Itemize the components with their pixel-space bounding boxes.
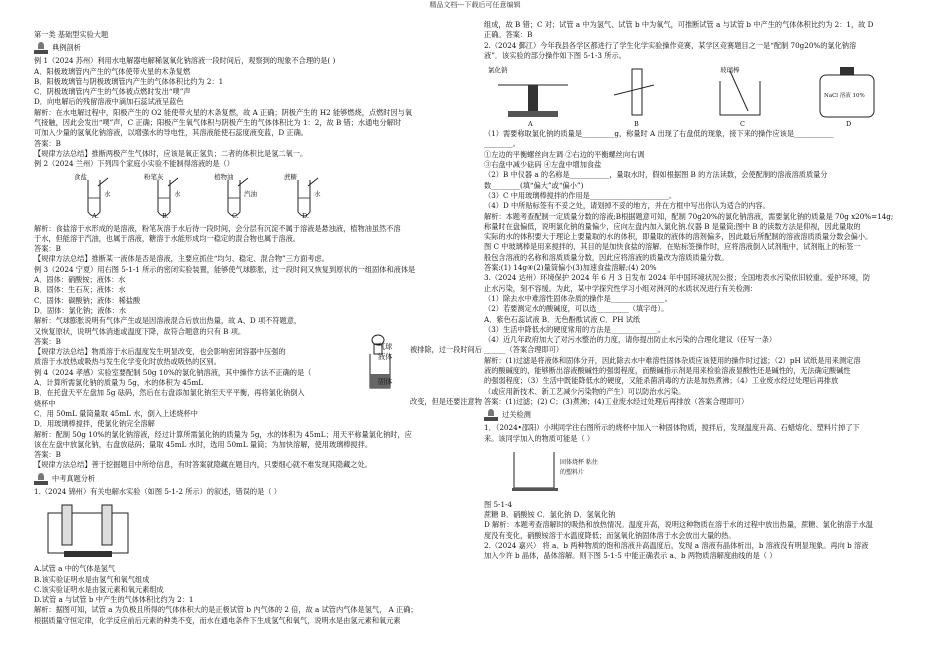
text-line: 正确。答案：B [484,30,533,40]
text-line: 图 C 中玻璃棒是用来搅拌的，其目的是加快食盐的溶解．在贴标签操作时，应将溶液倒入试剂瓶中，试剂瓶上的标签一 [484,242,861,252]
text-line: 度没有变化，硝酸铵溶于水温度降低；而氢氧化钠固体溶于水会放出大量的热。 [484,530,736,540]
option-caption: B. [162,212,169,221]
text-line: C.该实验证明水是由氢元素和氧元素组成 [34,584,164,594]
figure-label: 固体烧杯 粘住的塑料片 [560,458,598,477]
text-line: （2）B 中仪器 a 的名称是___________，量取水时，假如根据图 B 的方法读数，会使配制的溶液溶质质量分 [484,170,828,180]
text-line: 解析：(1)过滤是将液体和固体分开，因此除去水中难溶性固体杂质应该使用的操作时过滤；（2）pH 试纸是用来测定溶 [484,355,861,365]
text-line: D.试管 a 与试管 b 中产生的气体体积比约为 2：1 [34,595,194,605]
subsection-heading [484,409,920,421]
text-line: B．在托盘天平左盘加 5g 砝码，然后在右盘添加氯化钠至天平平衡，再将氯化钠倒入 [34,388,305,398]
reading-person-icon [34,42,48,54]
subsection-label: 中考真题分析 [52,473,96,483]
text-line: 蔗糖 B．硝酸铵 C．氯化钠 D．氢氧化钠 [484,510,616,520]
text-line: （4）近几年政府加大了对污水整治的力度，请你提出防止水污染的合理化建议（任写一条） [484,335,777,345]
text-line: 数________(填“偏大”或“偏小”) [484,180,584,190]
subsection-heading [34,473,464,485]
text-line: 【规律方法总结】善于挖掘题目中所给信息，有时答案就隐藏在题目内，只要细心就不难发现其隐藏之处。 [34,460,372,470]
text-line: 2.（2024 鄞江）今年我县各学区都进行了学生化学实验操作竞赛，某学区竞赛题目之一是“配制 70g20%的氯化钠溶 [484,40,857,50]
text-line: （3）C 中用玻璃棒搅拌的作用是______________________。 [484,190,677,200]
text-line: ①左边的平衡螺丝向左调 ②右边的平衡螺丝向右调 [484,149,645,159]
solvent-label: 水 [314,190,321,199]
text-line: 答案:(1) 14g④(2)量筒偏小(3)加速食盐溶解;(4) 20% [484,263,657,273]
text-line: A.试管 a 中的气体是氢气 [34,564,116,574]
reading-person-icon [34,473,48,485]
balance-step [488,65,578,129]
text-line: 来。该同学加入的物质可能是（ ） [484,433,595,443]
figure-caption: A [528,119,533,128]
experiment-a [74,172,124,222]
text-line: 1．（2024•邵阳）小琪同学往右图所示的烧杯中加入一种固体物质，搅拌后，发现温度升高、石蜡熔化、塑料片掉了下 [484,423,860,433]
text-line: 图 5-1-4 [484,499,513,509]
text-line: 烧杯中 [34,398,56,408]
text-line: 【规律方法总结】物质溶于水后温度发生明显改变，也会影响密闭容器中压强的 [34,347,286,357]
text-line: ________。 [484,139,520,149]
home-experiments-figure [74,172,464,222]
text-line: （1）除去水中难溶性固体杂质的操作是_______________。 [484,293,672,303]
text-line: 答案：B [34,138,61,148]
beaker-icon [700,65,790,119]
text-line: （3）生活中降低水的硬度常用的方法是_____________。 [484,324,665,334]
text-line: 加入少许 b 晶体，晶体溶解。则下图 5-1-5 中能正确表示 a、b 两物质溶解度曲线的是（ ） [484,551,777,561]
text-line: 解析：食盐溶于水形成的是溶液，粉笔灰溶于水后待一段时间，会分层有沉淀不属于溶液是悬浊液，植物油虽然不溶 [34,223,401,233]
text-line: A．阳极玻璃管内产生的气体使带火星的木条复燃 [34,66,191,76]
substance-label: 食盐 [74,172,87,181]
text-line: B.该实验证明水是由氢气和氧气组成 [34,574,150,584]
text-line: 又恢复原状，说明气体消逝或温度下降，故符合题意的只有 B 项。 [34,326,246,336]
text-line: 2.（2024 嘉兴） 将 a、b 两种物质的饱和溶液升高温度后，发现 a 溶液有晶体析出，b 溶液没有明显现象。再向 b 溶液 [484,540,869,550]
text-line: ③右盘中减少砝码 ④左盘中增加食盐 [484,160,602,170]
text-line: 的强弱程度；（3）生活中既能降低水的硬度，又能杀菌消毒的方法是加热煮沸；（4）工业废水经过处理后再排放 [484,376,839,386]
figure-label: 固体 [378,376,393,386]
experiment-d [284,172,334,222]
text-line: C．阴极玻璃管内产生的气体被点燃时发出“噗”声 [34,87,191,97]
text-line: 解析：气球膨胀说明有气体产生或是因溶液混合后放出热量，故 A、D 项不符题意， [34,316,302,326]
electrolysis-apparatus-figure [44,499,134,559]
solvent-label: 水 [104,190,111,199]
text-line: 解析：配制 50g 10%的氯化钠溶液，经过计算所需氯化钠的质量为 5g，水的体积为 45mL；用天平称量氯化钠时，应 [34,429,412,439]
substance-label: 粉笔灰 [144,172,164,181]
left-column [34,30,464,626]
text-line: 例 3（2024 宁夏）用右图 5-1-1 所示的密闭实验装置，能够使气球膨胀，过一段时间又恢复到原状的一组固体和液体是 [34,264,416,274]
text-line: D．固体：氯化钠；液体：水 [34,305,127,315]
text-line: A．固体：硝酸铵；液体：水 [34,275,126,285]
side-note: 改变，但是还要注意物 [410,397,482,406]
bottle-label: NaCl 溶液 10% [824,93,865,100]
text-line: 答案：(1)过滤；(2) C；(3)煮沸；(4)工业废水经过处理后再排放（答案合理即可） [484,396,749,406]
text-line: 于水，但能溶于汽油，也属于溶液，糖溶于水能形成均一稳定的混合物也属于溶液。 [34,233,300,243]
text-line: 答案：B [34,244,61,254]
graduated-cylinder-icon [594,65,684,119]
option-caption: D. [302,212,310,221]
text-line: D．向电解后的残留溶液中滴加石蕊试液呈蓝色 [34,97,184,107]
subsection-label: 过关检测 [502,410,531,420]
text-line: B．固体：生石灰；液体：水 [34,285,126,295]
substance-label: 蔗糖 [284,172,297,181]
text-line: 【规律方法总结】推断两极产生气体时，应该是氧正氢负；二者的体积比是氢二氧一。 [34,148,308,158]
text-line: 例 2（2024 兰州）下列四个家庭小实验不能制得溶液的是（） [34,159,234,169]
text-line: （或应用新技术、新工艺减少污染物的产生）可以防治水污染。 [484,386,686,396]
text-line: （4）D 中所贴标签有不妥之处，请划掉不妥的地方，并在方框中写出你认为适合的内容。 [484,201,770,211]
text-line: 例 4（2024 孝感）实验室要配制 50g 10%的氯化钠溶液，其中操作方法不正确的是（ [34,367,312,377]
text-line: 解析：在水电解过程中，阳极产生的 O2 能使带火星的木条复燃，故 A 正确；阴极产生的 H2 能够燃烧，点燃时因与氧 [34,107,413,117]
solution-prep-figure [488,65,920,129]
stirring-step [700,65,790,129]
text-line: A．紫色石蕊试液 B．无色酚酞试液 C．PH 试纸 [484,314,641,324]
text-line: C．用 50mL 量筒量取 45mL 水，倒入上述烧杯中 [34,408,198,418]
side-note: 被排除，过一段时间后 [410,345,482,354]
substance-label: 植物油 [214,172,234,181]
text-line: 【规律方法总结】推断某一液体是否是溶液，主要应抓住“均匀、稳定、混合物”三方面考虑。 [34,254,329,264]
text-line: D 解析：本题考查溶解时的吸热和放热情况。温度升高，说明这种物质在溶于水的过程中放出热量，蔗糖、氯化钠溶于水温 [484,520,873,530]
text-line: D．用玻璃棒搅拌，使氯化钠完全溶解 [34,419,155,429]
text-line: 解析：本题考查配制一定质量分数的溶液;B根据题意可知，配制 70g20%的氯化钠溶液，需要氯化钠的质量是 70g x20%=14g; [484,211,894,221]
text-line: 可加入少量的氢氧化钠溶液，以增强水的导电性，其溶液能使石蕊度液变蓝，D 正确。 [34,128,308,138]
text-line: 般包含溶液的名称和溶质质量分数，因此应将溶液的质量改为溶质质量分数。 [484,252,729,262]
figure-label: 氯化钠 [488,66,508,75]
text-line: 该在左盘中放氯化钠，右盘放砝码；量取 45mL 水时，选用 50mL 量筒；为加快溶解，使用玻璃棒搅拌。 [34,439,373,449]
experiment-c [214,172,264,222]
text-line: 3.（2024 达州）环境保护 2024 年 6 月 3 日发布 2024 年中国环境状况公报；全国地表水污染依旧较重。爱护环境，防 [484,273,871,283]
text-line: C．固体：碳酸钠；液体：稀盐酸 [34,295,141,305]
figure-label: 液体 [378,352,393,362]
option-caption: C. [232,212,239,221]
text-line: 根据质量守恒定律，化学反应前后元素的种类不变，而水在通电条件下生成氢气和氧气，说明水是由氢元素和氧元素 [34,615,401,625]
figure-label: 玻璃棒 [720,66,740,75]
experiment-b [144,172,194,222]
text-line: 气接触，因此会发出“噗”声，C 正确；阳极产生氧气体积与阴极产生的气体体积比为 1：2，故 B 错；水通电分解时 [34,118,402,128]
text-line: 解析：据图可知，试管 a 为负极且所得的气体体积大的是正极试管 b 内气体的 2 倍，故 a 试管内气体是氢气， A 正确； [34,605,418,615]
text-line: 答案：B [34,450,61,460]
reading-person-icon [484,409,498,421]
solvent-label: 水 [174,190,181,199]
figure-caption: D [846,119,852,128]
page-header: 精品文档---下载后可任意编辑 [429,1,521,9]
wax-beaker-figure [504,448,598,498]
text-line: （1）需要称取氯化钠的质量是_________g，称量时 A 出现了右盘低的现象，接下来的操作应该是___________ [484,129,834,139]
cylinder-step [594,65,684,129]
section-title: 第一类 基础型实验大题 [34,30,109,39]
text-line: （2）若要测定水的酸碱度，可以选_________（填字母）。 [484,304,669,314]
text-line: 质溶于水放热或吸热与发生化学变化时放热或吸热的区别。 [34,357,221,367]
label-step [806,65,896,129]
subsection-label: 典例剖析 [52,43,81,53]
text-line: 答案：B [34,336,61,346]
test-tube-icon [74,172,124,222]
test-tube-icon [144,172,194,222]
text-line: ______（答案合理即可） [484,345,564,355]
text-line: A．计算所需氯化钠的质量为 5g，水的体积为 45mL [34,378,204,388]
text-line: 实际的水的体积要大于理论上要量取的水的体积，即量取的液体的溶剂偏多，因此最后所配制的溶液溶质质量分数会偏小。 [484,232,873,242]
text-line: 止水污染，刻不容缓。为此，某中学探究性学习小组对洲河的水质状况进行有关检测： [484,283,758,293]
text-line: 组成，故 B 错；C 对；试管 a 中为氢气、试管 b 中为氧气，可推断试管 a 与试管 b 中产生的气体体积比约为 2：1，故 D [484,20,874,29]
solvent-label: 汽油 [244,190,257,199]
option-caption: A. [92,212,99,221]
figure-caption: C [740,119,745,128]
figure-label: 气球 [378,342,393,351]
text-line: 液”．该实验的部分操作如下图 5-1-3 所示。 [484,50,626,60]
text-line: 例 1（2024 苏州）利用水电解器电解稀氢氧化钠溶液一段时间后，观察到的现象不合理的是( ) [34,56,336,66]
figure-caption: B [634,119,639,128]
figure-side-notes [378,342,392,387]
right-column [484,20,920,562]
text-line: B．阳极玻璃管与阴极玻璃管内产生的气体体积比约为 2：1 [34,76,224,86]
text-line: 称量时在盘偏低，说明氯化钠的量偏少，应向左盘内加入氯化钠.仪器 B 是量筒;图中 B 的读数方法是仰视，因此量取的 [484,221,861,231]
text-line: 液的酸碱度的，能够断出溶液酸碱性的强弱程度，而酸碱指示剂是用来检验溶液显酸性还是碱性的，无法确定酸碱性 [484,366,851,376]
text-line: 1.（2024 锦州）有关电解水实验（如图 5-1-2 所示）的叙述，错误的是（ ） [34,486,281,496]
subsection-heading [34,42,464,54]
